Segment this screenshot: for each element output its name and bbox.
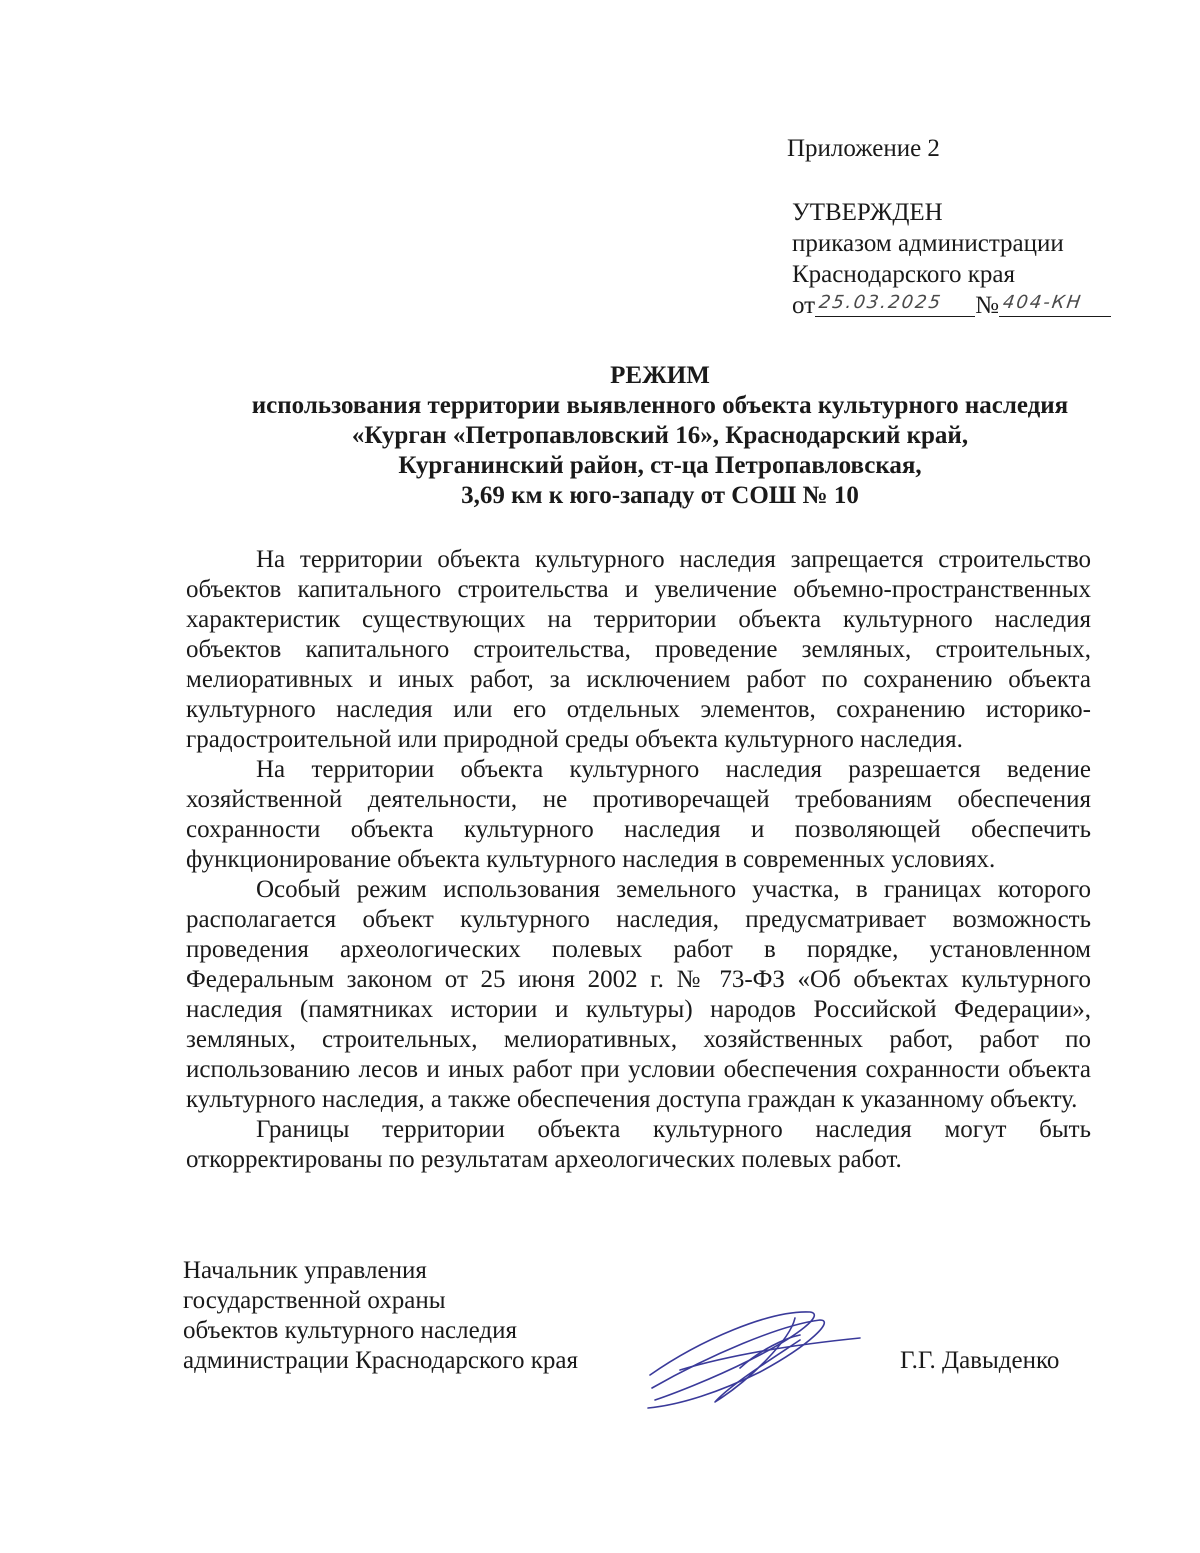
approved-by-line-1: приказом администрации — [792, 230, 1064, 257]
title-line-4: 3,69 км к юго-западу от СОШ № 10 — [461, 482, 859, 509]
document-title — [160, 361, 1160, 511]
paragraph-prohibitions: На территории объекта культурного наследия запрещается строительство объектов капитального строительства и увеличение объемно-пространственных характеристик существующих на территории объекта культурного наследия объектов капитального строительства, проведение земляных, строительных, мелиоративных и иных работ, за исключением работ по сохранению объекта культурного наследия или его отдельных элементов, сохранению историко-градостроительной или природной среды объекта культурного наследия. — [186, 546, 1091, 753]
order-reference-row — [792, 290, 1111, 321]
order-date-field — [815, 290, 975, 317]
appendix-label: Приложение 2 — [787, 135, 940, 162]
title-line-1: использования территории выявленного объекта культурного наследия — [251, 392, 1069, 419]
position-line-1: Начальник управления — [183, 1257, 427, 1284]
order-number-field — [999, 290, 1111, 317]
from-label: от — [792, 292, 816, 319]
title-line-3: Курганинский район, ст-ца Петропавловская, — [398, 452, 922, 479]
title-heading: РЕЖИМ — [610, 362, 710, 389]
paragraph-permissions: На территории объекта культурного наследия разрешается ведение хозяйственной деятельности, не противоречащей требованиям обеспечения сохранности объекта культурного наследия и позволяющей обеспечить функционирование объекта культурного наследия в современных условиях. — [186, 756, 1091, 873]
order-number-handwritten: 404-КН — [1001, 292, 1084, 313]
signer-name: Г.Г. Давыденко — [900, 1347, 1060, 1374]
approval-stamp-block — [792, 197, 1111, 321]
title-line-2: «Курган «Петропавловский 16», Краснодарский край, — [351, 422, 969, 449]
paragraph-boundaries: Границы территории объекта культурного наследия могут быть откорректированы по результатам археологических полевых работ. — [186, 1116, 1091, 1173]
position-line-3: объектов культурного наследия — [183, 1317, 517, 1344]
order-date-handwritten: 25.03.2025 — [817, 292, 944, 313]
approved-label: УТВЕРЖДЕН — [792, 199, 943, 226]
position-line-2: государственной охраны — [183, 1287, 446, 1314]
signature-stroke — [680, 1338, 860, 1370]
approved-by-line-2: Краснодарского края — [792, 261, 1015, 288]
handwritten-signature — [640, 1300, 870, 1415]
paragraph-special-regime: Особый режим использования земельного участка, в границах которого располагается объект культурного наследия, предусматривает возможность проведения археологических полевых работ в порядке, установленном Федеральным законом от 25 июня 2002 г. № 73-ФЗ «Об объектах культурного наследия (памятниках истории и культуры) народов Российской Федерации», земляных, строительных, мелиоративных, хозяйственных работ, работ по использованию лесов и иных работ при условии обеспечения сохранности объекта культурного наследия, а также обеспечения доступа граждан к указанному объекту. — [186, 876, 1091, 1113]
position-line-4: администрации Краснодарского края — [183, 1347, 579, 1374]
document-body — [186, 545, 1091, 1175]
signature-stroke — [740, 1335, 800, 1368]
signature-stroke — [715, 1318, 800, 1402]
number-label: № — [975, 292, 999, 319]
signatory-position — [183, 1256, 578, 1376]
